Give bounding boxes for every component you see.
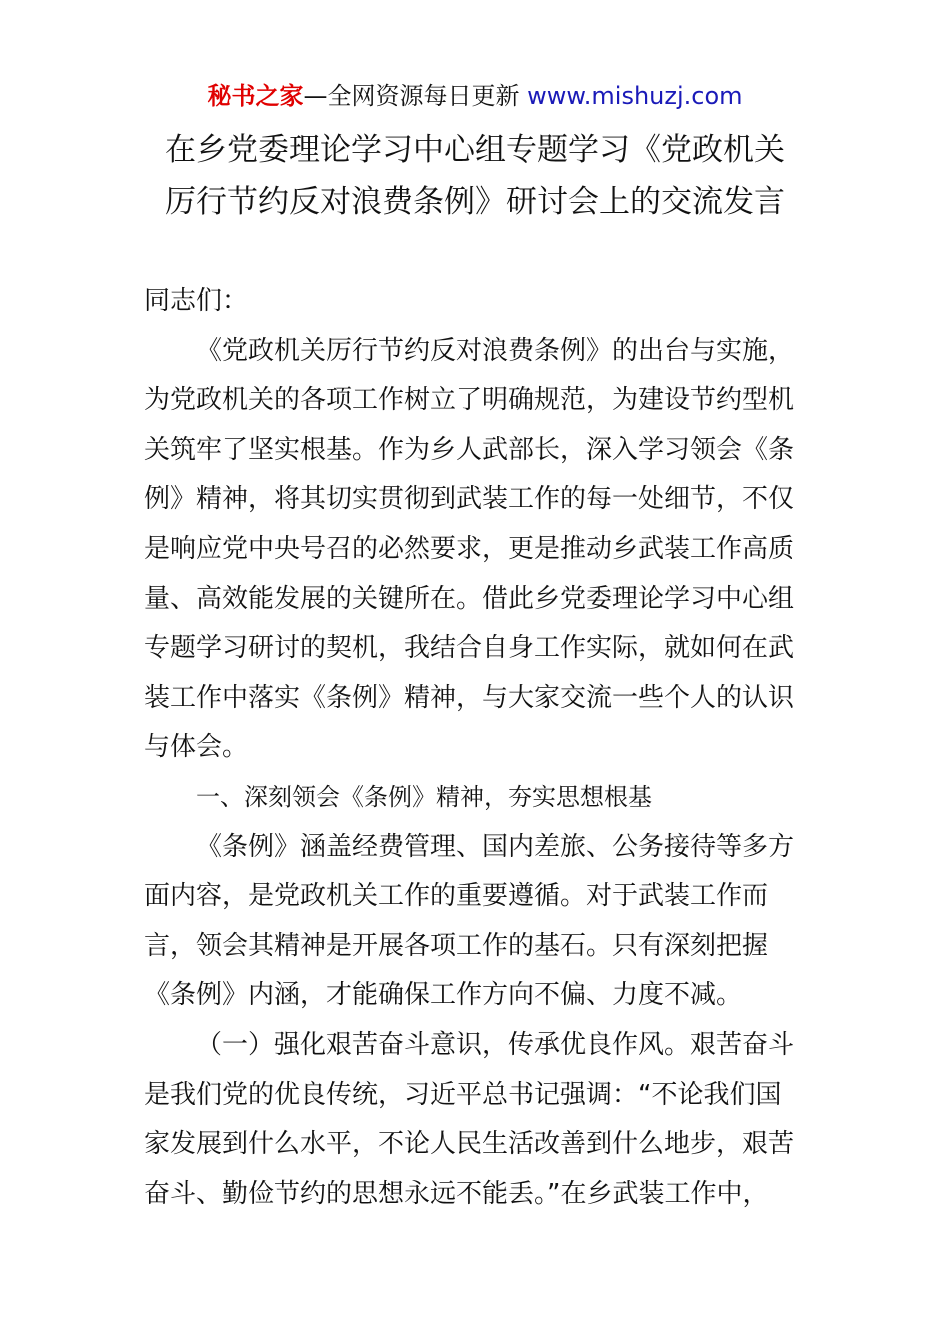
paragraph-line: 例》精神，将其切实贯彻到武装工作的每一处细节，不仅 — [144, 484, 795, 515]
paragraph-line: 与体会。 — [144, 732, 249, 763]
paragraph-line: 装工作中落实《条例》精神，与大家交流一些个人的认识 — [144, 682, 795, 713]
paragraph-line: 《条例》内涵，才能确保工作方向不偏、力度不减。 — [144, 980, 743, 1011]
paragraph-line: 面内容，是党政机关工作的重要遵循。对于武装工作而 — [144, 881, 769, 912]
paragraph-line: 量、高效能发展的关键所在。借此乡党委理论学习中心组 — [144, 583, 795, 614]
paragraph-line: 是我们党的优良传统，习近平总书记强调：“不论我们国 — [144, 1079, 782, 1110]
paragraph-line: 《党政机关厉行节约反对浪费条例》的出台与实施， — [196, 335, 795, 366]
paragraph-line: 关筑牢了坚实根基。作为乡人武部长，深入学习领会《条 — [144, 434, 795, 465]
salutation: 同志们： — [144, 286, 249, 316]
paragraph-line: 言，领会其精神是开展各项工作的基石。只有深刻把握 — [144, 930, 769, 961]
paragraph-line: 是响应党中央号召的必然要求，更是推动乡武装工作高质 — [144, 533, 795, 564]
title-line-1: 在乡党委理论学习中心组专题学习《党政机关 — [165, 132, 785, 168]
header-tagline: —全网资源每日更新 — [303, 82, 520, 110]
paragraph-line: 奋斗、勤俭节约的思想永远不能丢。”在乡武装工作中， — [144, 1178, 769, 1209]
paragraph-line: 专题学习研讨的契机，我结合自身工作实际，就如何在武 — [144, 633, 795, 664]
site-url-link[interactable]: www.mishuzj.com — [527, 82, 743, 110]
paragraph-line: 为党政机关的各项工作树立了明确规范，为建设节约型机 — [144, 385, 795, 416]
title-line-2: 厉行节约反对浪费条例》研讨会上的交流发言 — [165, 184, 785, 220]
document-title — [0, 124, 950, 228]
paragraph-line: （一）强化艰苦奋斗意识，传承优良作风。艰苦奋斗 — [196, 1029, 795, 1060]
paragraph-line: 《条例》涵盖经费管理、国内差旅、公务接待等多方 — [196, 831, 795, 862]
site-header — [0, 80, 950, 112]
document-body — [144, 277, 810, 1219]
paragraph-line: 家发展到什么水平，不论人民生活改善到什么地步，艰苦 — [144, 1129, 795, 1160]
brand-name: 秘书之家 — [207, 82, 304, 110]
section-heading: 一、深刻领会《条例》精神，夯实思想根基 — [196, 782, 652, 811]
